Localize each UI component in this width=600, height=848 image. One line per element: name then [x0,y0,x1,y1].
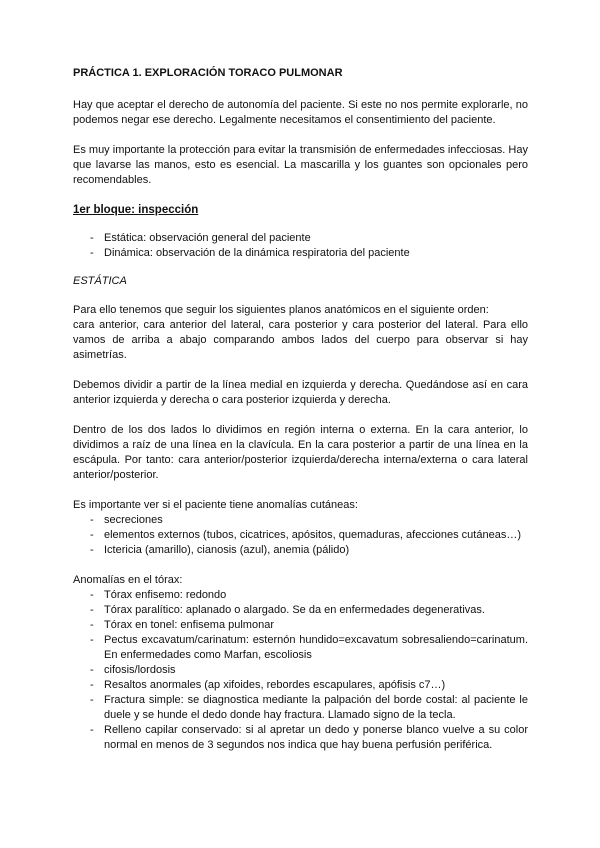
document-page [73,66,528,768]
estatica-paragraph-division: Debemos dividir a partir de la línea medial en izquierda y derecha. Quedándose así en cara anterior izquierda y derecha o cara posterior izquierda y derecha. [73,379,528,406]
list-item: - Dinámica: observación de la dinámica respiratoria del paciente [73,246,528,261]
list-item: - Resaltos anormales (ap xifoides, rebordes escapulares, apófisis c7…) [73,678,528,693]
subheading-estatica: ESTÁTICA [73,275,127,287]
list-item: - elementos externos (tubos, cicatrices, apósitos, quemaduras, afecciones cutáneas…) [73,528,528,543]
inspection-list [73,231,528,261]
thorax-label: Anomalías en el tórax: [73,574,183,586]
estatica-paragraph-planes-line1: Para ello tenemos que seguir los siguientes planos anatómicos en el siguiente orden: [73,304,489,316]
list-item: - Ictericia (amarillo), cianosis (azul), anemia (pálido) [73,543,528,558]
estatica-paragraph-regions: Dentro de los dos lados lo dividimos en región interna o externa. En la cara anterior, lo dividimos a raíz de una línea en la clavícula. En la cara posterior a partir de una línea en la escápula. Por tanto: cara anterior/posterior izquierda/derecha interna/externa o cara lateral anterior/posterior. [73,424,528,481]
list-item: - secreciones [73,513,528,528]
intro-paragraph-consent: Hay que aceptar el derecho de autonomía del paciente. Si este no nos permite explorarle, no podemos negar ese derecho. Legalmente necesitamos el consentimiento del paciente. [73,99,528,126]
list-item: - Fractura simple: se diagnostica mediante la palpación del borde costal: al paciente le duele y se hunde el dedo donde hay fractura. Llamado signo de la tecla. [73,693,528,723]
list-item: - Relleno capilar conservado: si al apretar un dedo y ponerse blanco vuelve a su color normal en menos de 3 segundos nos indica que hay buena perfusión periférica. [73,723,528,753]
list-item: - Pectus excavatum/carinatum: esternón hundido=excavatum sobresaliendo=carinatum. En enfermedades como Marfan, escoliosis [73,633,528,663]
list-item: - Estática: observación general del paciente [73,231,528,246]
estatica-paragraph-planes-rest: cara anterior, cara anterior del lateral, cara posterior y cara posterior del lateral. Para ello vamos de arriba a abajo comparando ambos lados del cuerpo para observar si hay asimetrías. [73,319,528,361]
cutaneous-list [73,513,528,558]
list-item: - Tórax enfisemo: redondo [73,588,528,603]
list-item: - cifosis/lordosis [73,663,528,678]
page-title: PRÁCTICA 1. EXPLORACIÓN TORACO PULMONAR [73,67,343,79]
estatica-paragraph-planes [73,303,528,363]
cutaneous-label: Es importante ver si el paciente tiene anomalías cutáneas: [73,499,358,511]
list-item: - Tórax en tonel: enfisema pulmonar [73,618,528,633]
section-heading-inspection: 1er bloque: inspección [73,204,199,216]
thorax-list [73,588,528,753]
intro-paragraph-protection: Es muy importante la protección para evitar la transmisión de enfermedades infecciosas. Hay que lavarse las manos, esto es esencial. La mascarilla y los guantes son opcionales pero recomendables. [73,144,528,186]
list-item: - Tórax paralítico: aplanado o alargado. Se da en enfermedades degenerativas. [73,603,528,618]
